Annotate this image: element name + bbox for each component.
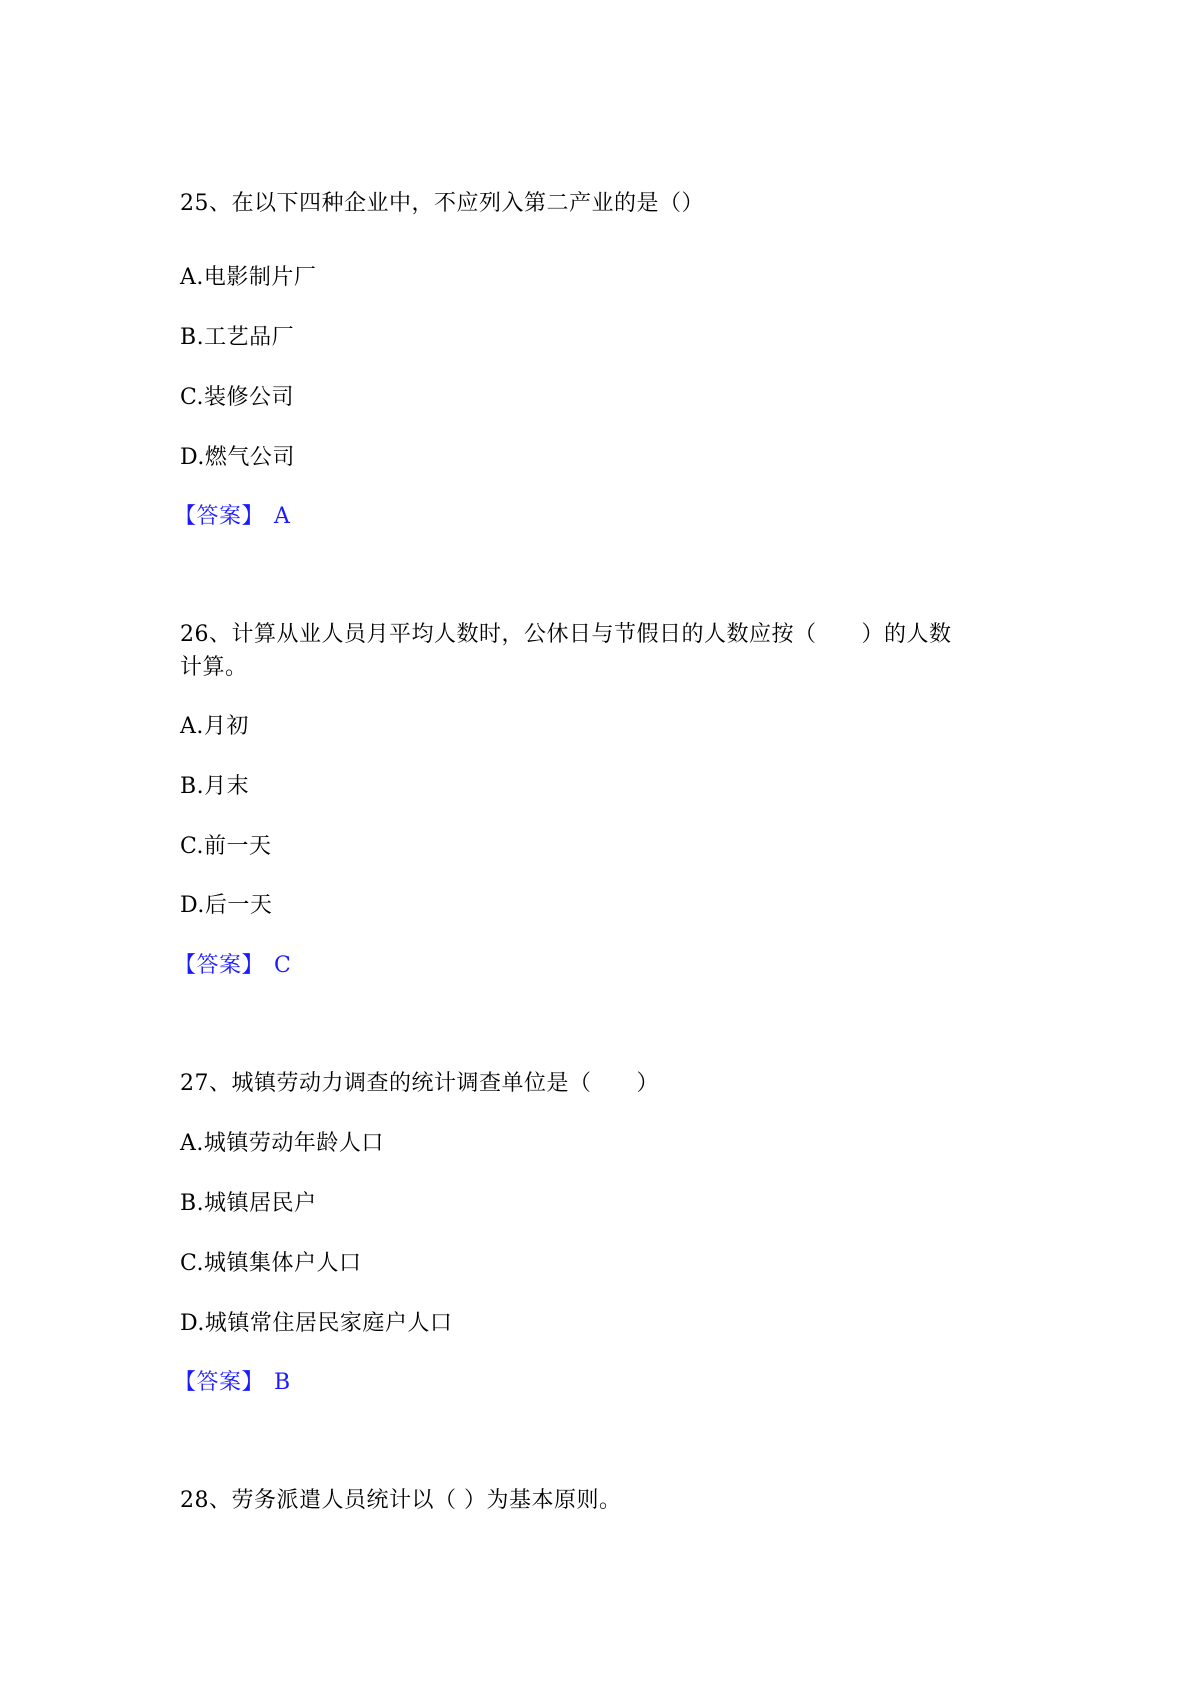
question-27-option-a: A.城镇劳动年龄人口 xyxy=(180,1131,384,1156)
answer-value: B xyxy=(274,1370,291,1395)
question-27-option-c: C.城镇集体户人口 xyxy=(180,1251,362,1276)
question-26-option-b: B.月末 xyxy=(180,774,250,799)
question-25-option-c: C.装修公司 xyxy=(180,385,295,410)
answer-value: A xyxy=(274,504,291,529)
question-28-stem: 28、劳务派遣人员统计以（ ）为基本原则。 xyxy=(180,1488,622,1513)
answer-label: 【答案】 xyxy=(174,504,265,529)
question-27-option-d: D.城镇常住居民家庭户人口 xyxy=(180,1311,453,1336)
question-26-stem-line2: 计算。 xyxy=(180,655,248,680)
question-25-stem: 25、在以下四种企业中，不应列入第二产业的是（） xyxy=(180,191,704,216)
question-27-stem: 27、城镇劳动力调查的统计调查单位是（ ） xyxy=(180,1071,659,1096)
question-26-answer xyxy=(174,950,292,982)
question-26-option-c: C.前一天 xyxy=(180,834,272,859)
question-25-option-d: D.燃气公司 xyxy=(180,445,295,470)
question-25-option-b: B.工艺品厂 xyxy=(180,325,295,350)
question-25-option-a: A.电影制片厂 xyxy=(180,265,317,290)
question-27-answer xyxy=(174,1367,291,1399)
question-26-stem: 26、计算从业人员月平均人数时，公休日与节假日的人数应按（ ）的人数 xyxy=(180,622,952,647)
question-27-option-b: B.城镇居民户 xyxy=(180,1191,317,1216)
answer-value: C xyxy=(274,953,292,978)
question-26-option-d: D.后一天 xyxy=(180,893,273,918)
question-25-answer xyxy=(174,501,291,533)
answer-label: 【答案】 xyxy=(174,953,265,978)
question-26-option-a: A.月初 xyxy=(180,714,249,739)
answer-label: 【答案】 xyxy=(174,1370,265,1395)
